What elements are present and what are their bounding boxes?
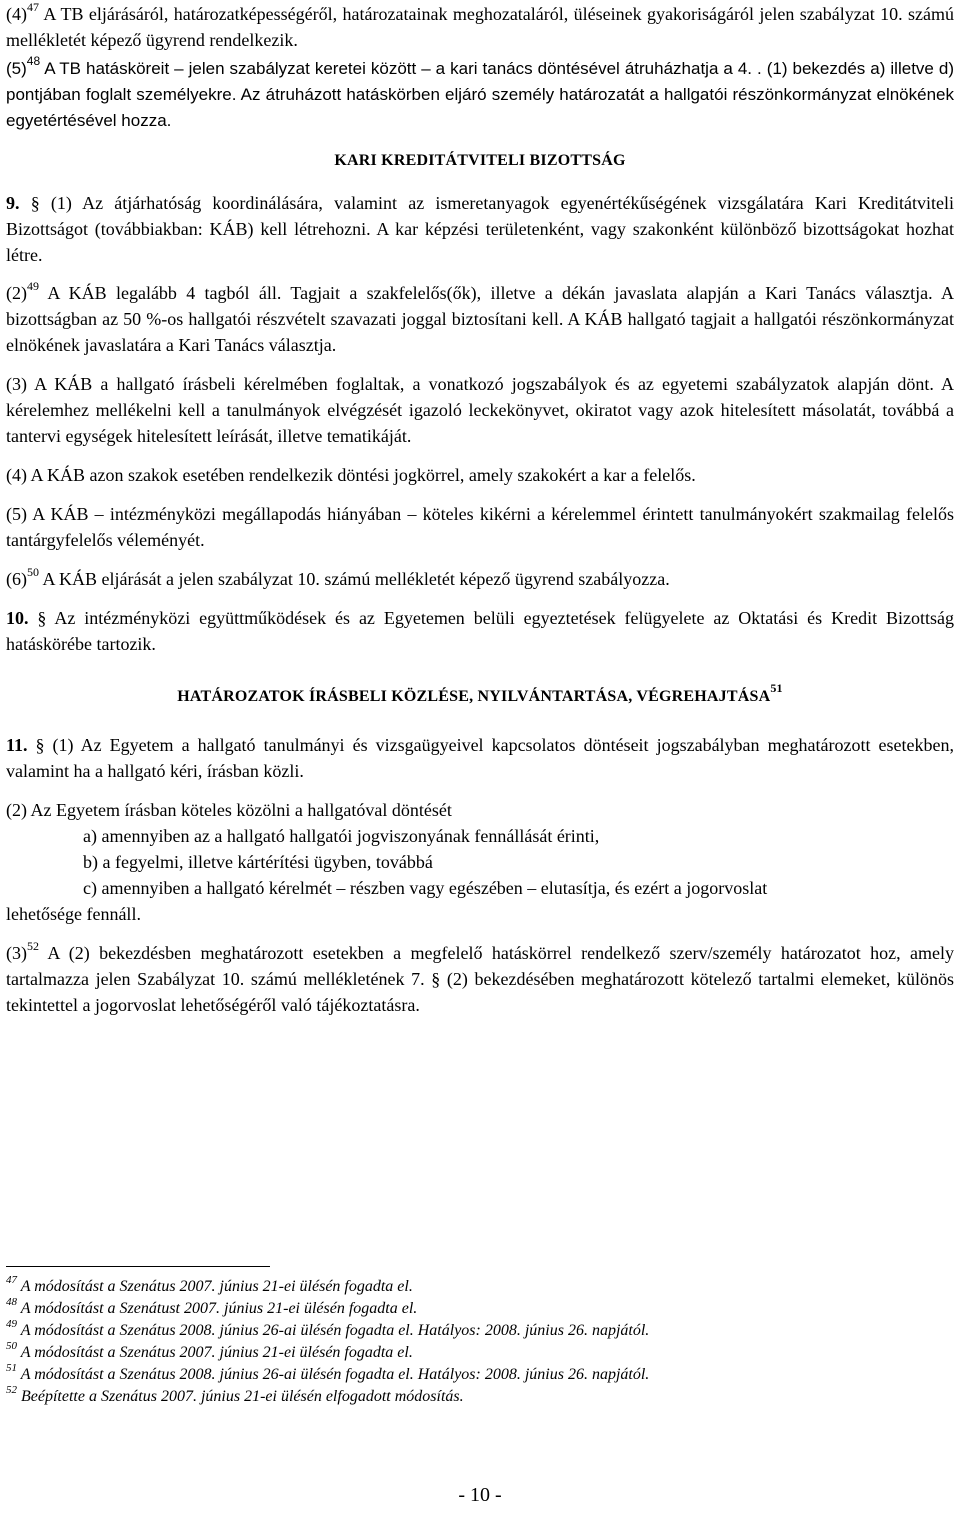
section-9-para-1: 9. § (1) Az átjárhatóság koordinálására, valamint az ismeretanyagok egyenértékűségének vizsgálatára Kari Kreditátviteli Bizottságot (továbbiakban: KÁB) kell létrehozni. A kar képzési területenként, vagy szakonként különböző bizottságokat hozhat létre. bbox=[6, 193, 954, 265]
section-11-para-1: 11. § (1) Az Egyetem a hallgató tanulmányi és vizsgaügyeivel kapcsolatos döntéseit jogszabályban meghatározott esetekben, valamint ha a hallgató kéri, írásban közli. bbox=[6, 735, 954, 781]
paragraph-5: $(5)^{48}$ A TB hatásköreit ‒ jelen szabályzat keretei között ‒ a kari tanács döntésével átruházhatja a 4. . (1) bekezdés a) illetve d) pontjában foglalt személyekre. Az átruházott hatáskörben eljáró személy határozatát a hallgatói részönkormányzat elnökének egyetértésével hozza. bbox=[6, 54, 954, 130]
footnote-ref-50[interactable]: 50 bbox=[27, 565, 39, 579]
section-10: 10. § Az intézményközi együttműködések és az Egyetemen belüli egyeztetések felügyelete az Oktatási és Kredit Bizottság hatáskörébe tartozik. bbox=[6, 608, 954, 654]
section-9-para-5: (5) A KÁB ‒ intézményközi megállapodás hiányában ‒ köteles kikérni a kérelemmel érintett tanulmányokért szakmailag felelős tantárgyfelelős véleményét. bbox=[6, 504, 954, 550]
section-9-para-6: $(6)^{50}$ A KÁB eljárását a jelen szabályzat 10. számú mellékletét képező ügyrend szabályozza. bbox=[6, 565, 670, 589]
footnote-51: $^{51}$ A módosítást a Szenátus 2008. június 26-ai ülésén fogadta el. Hatályos: 2008. június 26. napjától. bbox=[6, 1362, 650, 1383]
footnote-47: $^{47}$ A módosítást a Szenátus 2007. június 21-ei ülésén fogadta el. bbox=[6, 1274, 413, 1295]
section-9-para-4: (4) A KÁB azon szakok esetében rendelkezik döntési jogkörrel, amely szakokért a kar a felelős. bbox=[6, 465, 696, 485]
section-11-item-c-cont: lehetősége fennáll. bbox=[6, 904, 141, 924]
footnote-ref-47[interactable]: 47 bbox=[27, 0, 39, 14]
section-11-item-b: b) a fegyelmi, illetve kártérítési ügyben, továbbá bbox=[83, 852, 433, 872]
section-11-item-c: c) amennyiben a hallgató kérelmét ‒ részben vagy egészében ‒ elutasítja, és ezért a jogorvoslat bbox=[83, 878, 768, 898]
footnote-49: $^{49}$ A módosítást a Szenátus 2008. június 26-ai ülésén fogadta el. Hatályos: 2008. június 26. napjától. bbox=[6, 1318, 650, 1339]
footnote-52: $^{52}$ Beépítette a Szenátus 2007. június 21-ei ülésén elfogadott módosítás. bbox=[6, 1384, 464, 1405]
section-11-item-a: a) amennyiben az a hallgató hallgatói jogviszonyának fennállását érinti, bbox=[83, 826, 600, 846]
section-11-para-2-intro: (2) Az Egyetem írásban köteles közölni a hallgatóval döntését bbox=[6, 800, 452, 820]
section-9-para-3: (3) A KÁB a hallgató írásbeli kérelmében foglaltak, a vonatkozó jogszabályok és az egyetemi szabályzatok alapján dönt. A kérelemhez mellékelni kell a tanulmányok elvégzését igazoló leckekönyvet, okiratot vagy azok hitelesített másolatát, továbbá a tantervi egységek hitelesített leírását, illetve tematikáját. bbox=[6, 374, 954, 446]
footnote-ref-49[interactable]: 49 bbox=[27, 279, 39, 293]
footnote-50: $^{50}$ A módosítást a Szenátus 2007. június 21-ei ülésén fogadta el. bbox=[6, 1340, 413, 1361]
footnote-ref-52[interactable]: 52 bbox=[27, 939, 39, 953]
page-number: - 10 - bbox=[458, 1484, 502, 1506]
section-9-para-2: $(2)^{49}$ A KÁB legalább 4 tagból áll. Tagjait a szakfelelős(ők), illetve a dékán javaslata alapján a Kari Tanács választja. A bizottságban az 50 %-os hallgatói részvételt szavazati joggal biztosítani kell. A KÁB hallgató tagjait a hallgatói részönkormányzat elnökének javaslatára a Kari Tanács választja. bbox=[6, 279, 954, 355]
section-11-para-3: $(3)^{52}$ A (2) bekezdésben meghatározott esetekben a megfelelő hatáskörrel rendelkező szerv/személy határozatot hoz, amely tartalmazza jelen Szabályzat 10. számú mellékletének 7. § (2) bekezdésében meghatározott kötelező tartalmi elemeket, különös tekintettel a jogorvoslat lehetőségéről való tájékoztatásra. bbox=[6, 939, 954, 1015]
footnote-ref-48[interactable]: 48 bbox=[26, 54, 41, 68]
paragraph-4: $(4)^{47}$ A TB eljárásáról, határozatképességéről, határozatainak meghozataláról, üléseinek gyakoriságáról jelen szabályzat 10. számú mellékletét képező ügyrend rendelkezik. bbox=[6, 0, 954, 50]
footnote-divider bbox=[6, 1266, 270, 1267]
footnote-48: $^{48}$ A módosítást a Szenátust 2007. június 21-ei ülésén fogadta el. bbox=[6, 1296, 418, 1317]
section-heading-hatarozatok: HATÁROZATOK ÍRÁSBELI KÖZLÉSE, NYILVÁNTARTÁSA, VÉGREHAJTÁSA$^{51}$ bbox=[177, 681, 783, 705]
footnotes bbox=[6, 1276, 946, 1408]
footnote-ref-51[interactable]: 51 bbox=[770, 681, 783, 695]
section-heading-kab: KARI KREDITÁTVITELI BIZOTTSÁG bbox=[334, 152, 626, 169]
